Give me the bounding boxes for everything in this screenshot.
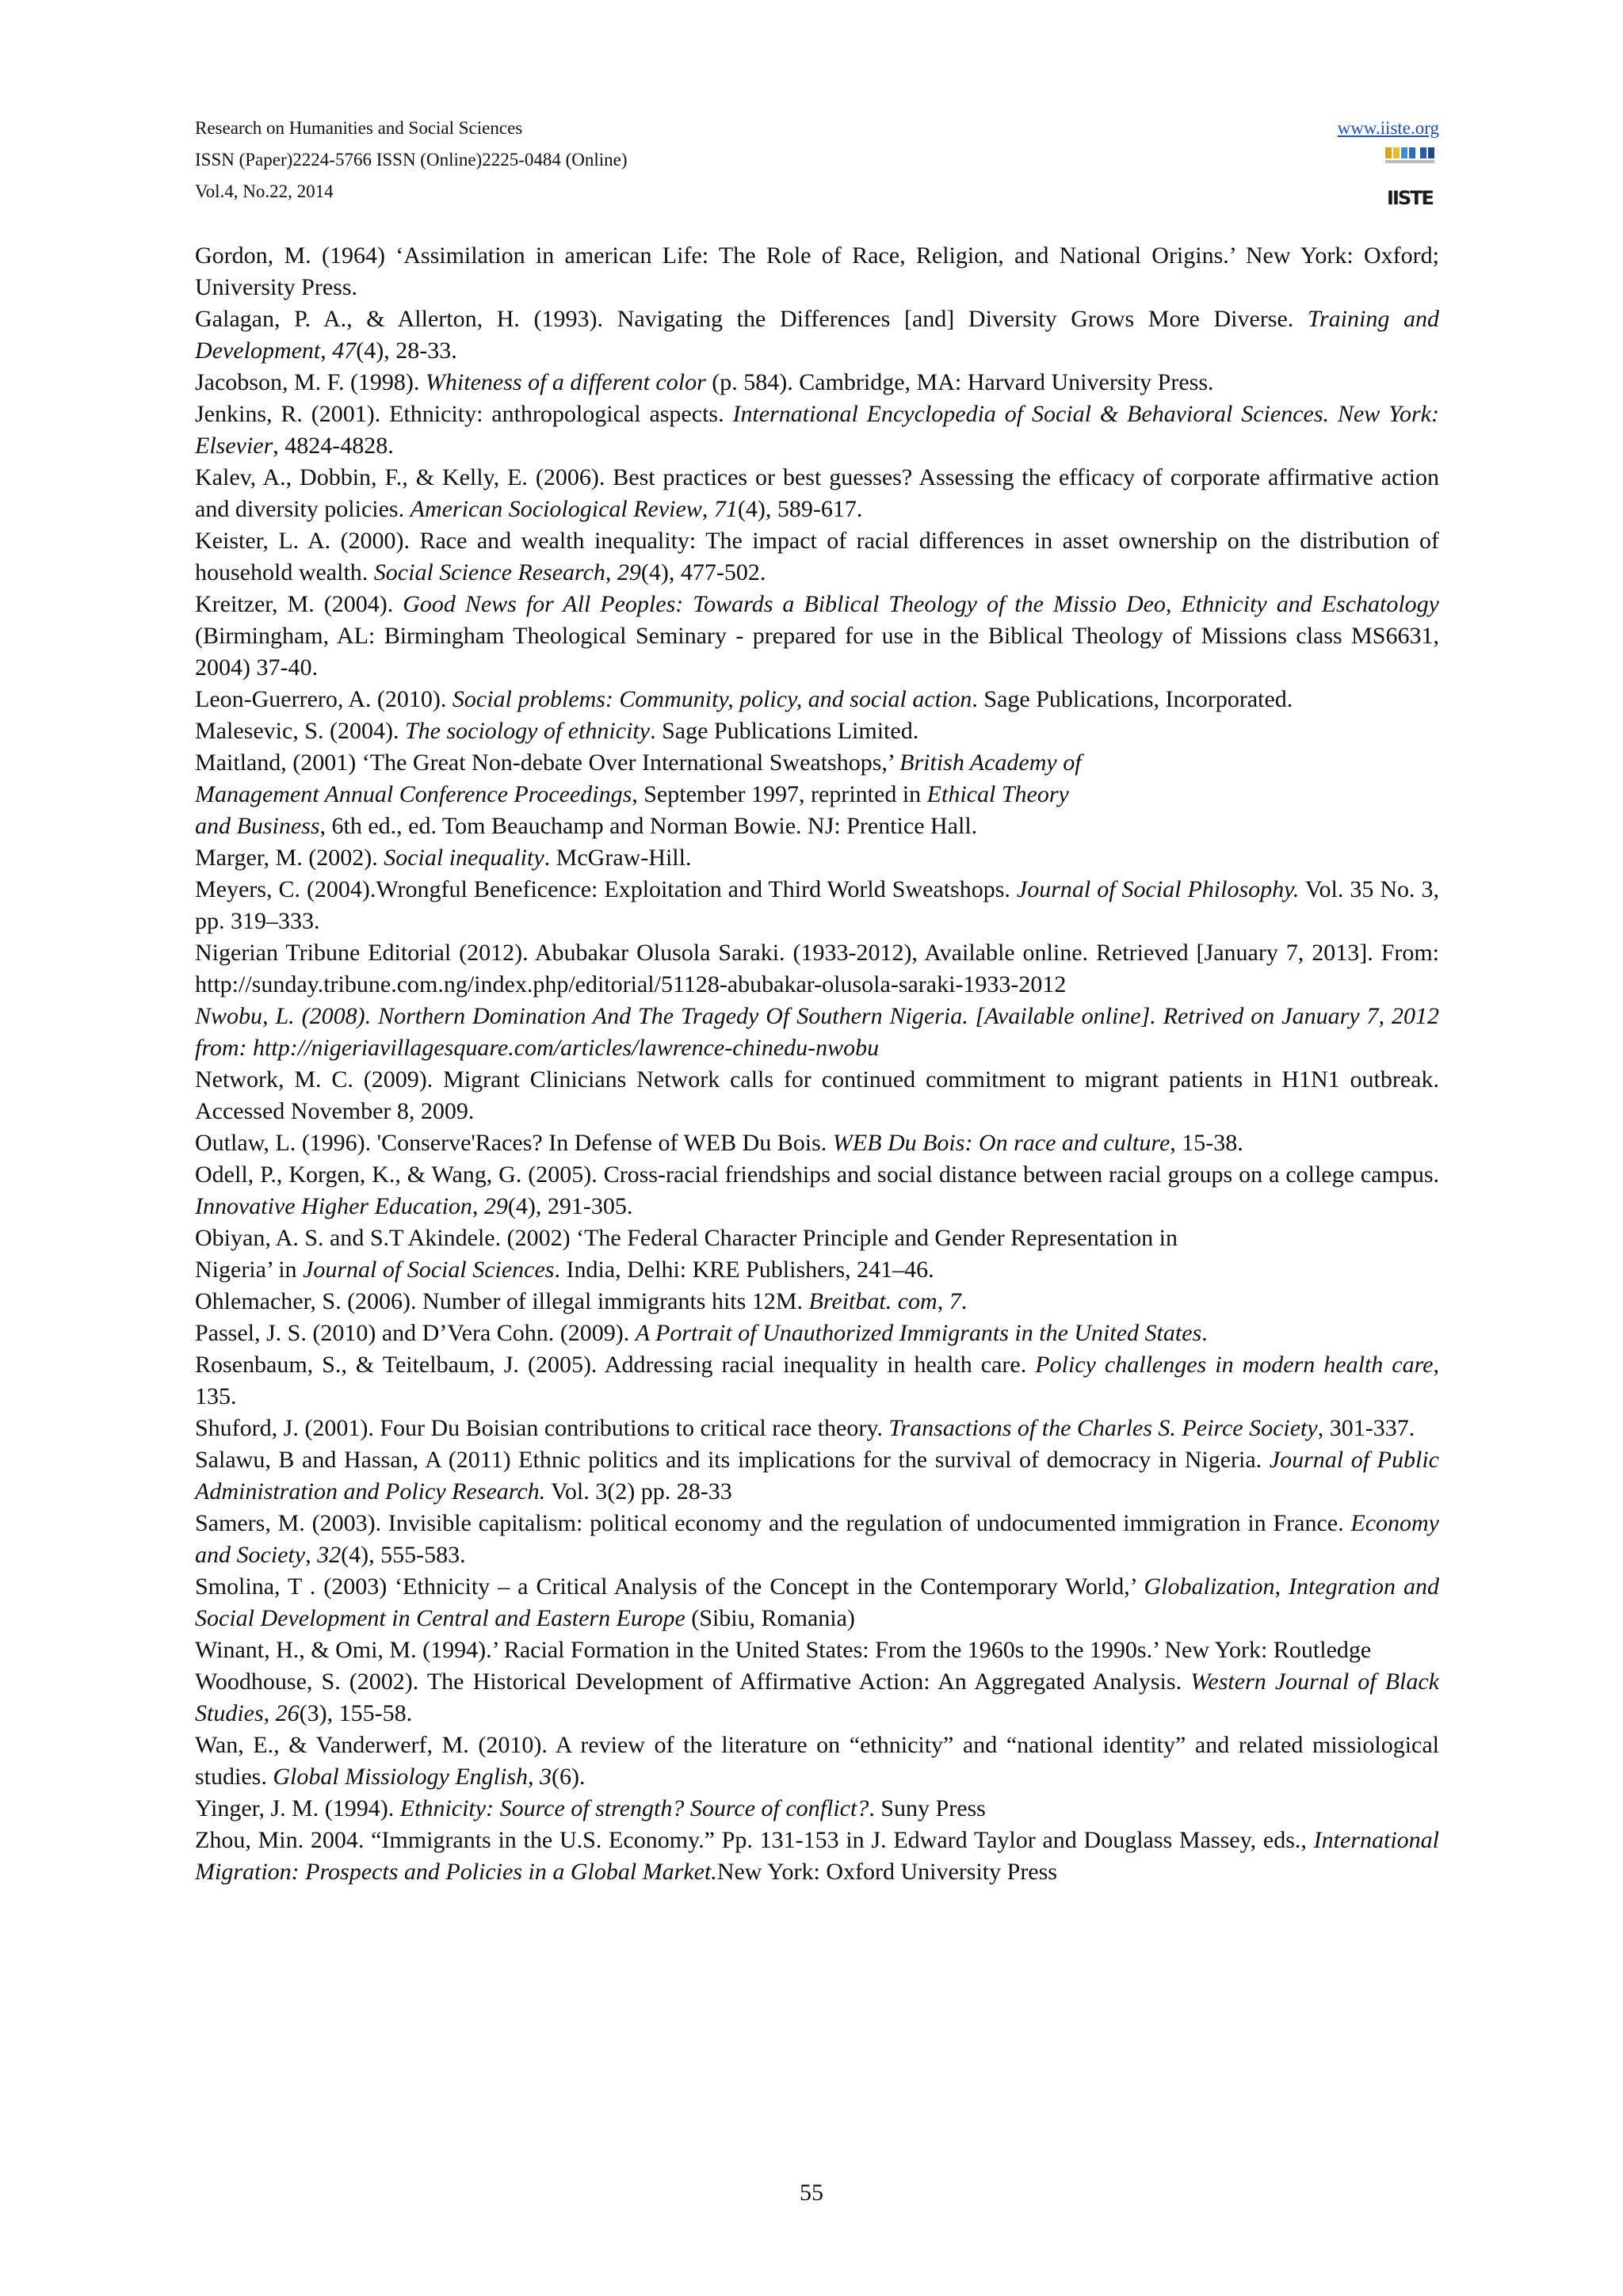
reference-text: . India, Delhi: KRE Publishers, 241–46.: [554, 1257, 934, 1283]
reference-italic-text: Globalization, Integration and Social Development in Central and Eastern Europe: [195, 1573, 1439, 1631]
reference-entry: [195, 1001, 1439, 1064]
reference-italic-text: Innovative Higher Education: [195, 1193, 472, 1219]
journal-url-link[interactable]: www.iiste.org: [1337, 118, 1439, 138]
reference-italic-text: Social inequality: [384, 845, 544, 871]
reference-text: Keister, L. A. (2000). Race and wealth inequality: The impact of racial differences in asset ownership on the distribution of household wealth.: [195, 528, 1439, 585]
reference-text: (p. 584). Cambridge, MA: Harvard University Press.: [705, 369, 1214, 395]
reference-entry: [195, 684, 1439, 715]
reference-entry: [195, 1064, 1439, 1127]
reference-italic-text: International Encyclopedia of Social & Behavioral Sciences. New York: Elsevier: [195, 401, 1439, 459]
reference-entry: [195, 1508, 1439, 1571]
reference-text: Ohlemacher, S. (2006). Number of illegal immigrants hits 12M.: [195, 1288, 809, 1314]
reference-text: . Sage Publications Limited.: [650, 718, 919, 744]
reference-text: , September 1997, reprinted in: [632, 781, 927, 807]
issn-line: ISSN (Paper)2224-5766 ISSN (Online)2225-0484 (Online): [195, 150, 628, 170]
reference-text: (Sibiu, Romania): [685, 1605, 855, 1631]
reference-entry: [195, 1825, 1439, 1888]
reference-text: ,: [305, 1542, 318, 1568]
reference-italic-text: 7: [949, 1288, 961, 1314]
reference-text: Leon-Guerrero, A. (2010).: [195, 686, 453, 712]
reference-list: [195, 240, 1439, 1888]
reference-text: Winant, H., & Omi, M. (1994).’ Racial Formation in the United States: From the 1960s to the 1990s.’ New York: Routledge: [195, 1637, 1372, 1663]
page-header: [195, 113, 1439, 215]
reference-text: Samers, M. (2003). Invisible capitalism: political economy and the regulation of undocumented immigration in France.: [195, 1510, 1351, 1536]
reference-entry: [195, 1571, 1439, 1634]
reference-entry: [195, 1222, 1439, 1286]
reference-text: Salawu, B and Hassan, A (2011) Ethnic politics and its implications for the survival of democracy in Nigeria.: [195, 1447, 1270, 1473]
reference-entry: [195, 1730, 1439, 1793]
reference-entry: [195, 303, 1439, 367]
reference-text: . Sage Publications, Incorporated.: [972, 686, 1293, 712]
reference-text: Yinger, J. M. (1994).: [195, 1795, 400, 1821]
reference-text: (6).: [552, 1764, 586, 1790]
reference-italic-text: Good News for All Peoples: Towards a Biblical Theology of the Missio Deo, Ethnicity and Eschatology: [403, 591, 1439, 617]
reference-entry: [195, 1286, 1439, 1318]
reference-entry: [195, 240, 1439, 303]
reference-italic-text: Western Journal of Black Studies: [195, 1669, 1439, 1726]
reference-italic-text: Journal of Social Sciences: [303, 1257, 555, 1283]
reference-text: (4), 291-305.: [507, 1193, 633, 1219]
reference-italic-text: Whiteness of a different color: [425, 369, 706, 395]
reference-entry: [195, 1634, 1439, 1666]
reference-italic-text: Economy and Society: [195, 1510, 1439, 1568]
reference-text: Outlaw, L. (1996). 'Conserve'Races? In Defense of WEB Du Bois.: [195, 1130, 833, 1156]
reference-text: Smolina, T . (2003) ‘Ethnicity – a Critical Analysis of the Concept in the Contemporary World,’: [195, 1573, 1144, 1600]
reference-text: ,: [937, 1288, 949, 1314]
reference-text: Wan, E., & Vanderwerf, M. (2010). A review of the literature on “ethnicity” and “national identity” and related missiological studies.: [195, 1732, 1439, 1790]
reference-italic-text: American Sociological Review: [410, 496, 702, 522]
reference-entry: [195, 874, 1439, 937]
reference-italic-text: Journal of Social Philosophy.: [1016, 876, 1300, 902]
reference-text: Vol. 3(2) pp. 28-33: [545, 1478, 732, 1505]
reference-entry: [195, 715, 1439, 747]
reference-italic-text: 29: [483, 1193, 508, 1219]
reference-text: Meyers, C. (2004).Wrongful Beneficence: Exploitation and Third World Sweatshops.: [195, 876, 1017, 902]
reference-italic-text: 29: [617, 559, 641, 585]
reference-text: , 6th ed., ed. Tom Beauchamp and Norman Bowie. NJ: Prentice Hall.: [319, 813, 978, 839]
reference-text: ,: [472, 1193, 484, 1219]
reference-text: ,: [605, 559, 617, 585]
volume-line: Vol.4, No.22, 2014: [195, 181, 334, 201]
reference-text: Shuford, J. (2001). Four Du Boisian contributions to critical race theory.: [195, 1415, 889, 1441]
reference-entry: [195, 1444, 1439, 1508]
reference-text: Vol. 35 No. 3, pp. 319–333.: [195, 876, 1439, 934]
reference-text: Kreitzer, M. (2004).: [195, 591, 403, 617]
reference-italic-text: International Migration: Prospects and Policies in a Global Market.: [195, 1827, 1439, 1885]
reference-italic-text: Ethical Theory: [926, 781, 1069, 807]
reference-text: , 301-337.: [1317, 1415, 1415, 1441]
reference-entry: [195, 367, 1439, 399]
reference-text: , 4824-4828.: [273, 433, 394, 459]
reference-text: ,: [320, 338, 333, 364]
reference-entry: [195, 1159, 1439, 1222]
reference-text: (Birmingham, AL: Birmingham Theological Seminary - prepared for use in the Biblical Theology of Missions class MS6631, 2004) 37-40.: [195, 623, 1439, 681]
reference-text: Gordon, M. (1964) ‘Assimilation in american Life: The Role of Race, Religion, and National Origins.’ New York: Oxford; University Press.: [195, 242, 1439, 300]
reference-entry: [195, 1666, 1439, 1730]
reference-entry: [195, 1793, 1439, 1825]
reference-text: (4), 477-502.: [640, 559, 766, 585]
reference-text: Rosenbaum, S., & Teitelbaum, J. (2005). Addressing racial inequality in health care.: [195, 1352, 1036, 1378]
reference-italic-text: A Portrait of Unauthorized Immigrants in the United States: [635, 1320, 1202, 1346]
reference-text: Nigeria’ in: [195, 1257, 304, 1283]
reference-text: Kalev, A., Dobbin, F., & Kelly, E. (2006). Best practices or best guesses? Assessing the efficacy of corporate affirmative action and diversity policies.: [195, 464, 1439, 522]
reference-text: , 135.: [195, 1352, 1439, 1409]
reference-entry: [195, 937, 1439, 1001]
reference-text: (4), 28-33.: [356, 338, 457, 364]
reference-italic-text: 3: [540, 1764, 552, 1790]
reference-text: Jenkins, R. (2001). Ethnicity: anthropological aspects.: [195, 401, 733, 427]
reference-italic-text: Journal of Public Administration and Policy Research.: [195, 1447, 1439, 1505]
logo-text: IISTE: [1387, 187, 1433, 209]
reference-text: Jacobson, M. F. (1998).: [195, 369, 426, 395]
reference-entry: [195, 1318, 1439, 1349]
reference-italic-text: 32: [317, 1542, 342, 1568]
reference-entry: [195, 1413, 1439, 1444]
reference-text: Odell, P., Korgen, K., & Wang, G. (2005). Cross-racial friendships and social distance between racial groups on a college campus.: [195, 1161, 1439, 1188]
reference-italic-text: 26: [275, 1700, 300, 1726]
iiste-logo-icon: [1384, 147, 1436, 214]
reference-entry: [195, 399, 1439, 462]
reference-text: Network, M. C. (2009). Migrant Clinicians Network calls for continued commitment to migrant patients in H1N1 outbreak. Accessed November 8, 2009.: [195, 1066, 1439, 1124]
reference-entry: [195, 525, 1439, 589]
reference-text: (4), 589-617.: [737, 496, 863, 522]
reference-italic-text: WEB Du Bois: On race and culture: [832, 1130, 1170, 1156]
reference-italic-text: Global Missiology English: [273, 1764, 529, 1790]
reference-text: Maitland, (2001) ‘The Great Non-debate Over International Sweatshops,’: [195, 749, 900, 776]
reference-text: , 15-38.: [1170, 1130, 1243, 1156]
reference-text: Galagan, P. A., & Allerton, H. (1993). Navigating the Differences [and] Diversity Grows More Diverse.: [195, 306, 1308, 332]
reference-italic-text: Social Science Research: [373, 559, 605, 585]
reference-italic-text: Training and Development: [195, 306, 1439, 364]
reference-italic-text: 47: [332, 338, 357, 364]
reference-text: .: [1201, 1320, 1208, 1346]
reference-text: . McGraw-Hill.: [544, 845, 692, 871]
reference-entry: [195, 1127, 1439, 1159]
reference-text: (4), 555-583.: [341, 1542, 466, 1568]
reference-entry: [195, 747, 1439, 842]
reference-italic-text: British Academy of: [899, 749, 1082, 776]
reference-text: . Suny Press: [869, 1795, 986, 1821]
reference-italic-text: Nwobu, L. (2008). Northern Domination And The Tragedy Of Southern Nigeria. [Available online]. Retrived on January 7, 2012 from: http://nigeriavillagesquare.com/articles/lawrence-chinedu-nwobu: [195, 1003, 1439, 1061]
reference-entry: [195, 1349, 1439, 1413]
reference-italic-text: The sociology of ethnicity: [404, 718, 651, 744]
reference-text: Woodhouse, S. (2002). The Historical Development of Affirmative Action: An Aggregated Analysis.: [195, 1669, 1191, 1695]
reference-italic-text: Transactions of the Charles S. Peirce Society: [888, 1415, 1318, 1441]
reference-text: (3), 155-58.: [299, 1700, 413, 1726]
reference-text: ,: [263, 1700, 276, 1726]
reference-italic-text: Breitbat. com: [808, 1288, 938, 1314]
reference-text: Marger, M. (2002).: [195, 845, 384, 871]
reference-text: Nigerian Tribune Editorial (2012). Abubakar Olusola Saraki. (1933-2012), Available online. Retrieved [January 7, 2013]. From: http://sunday.tribune.com.ng/index.php/editorial/51128-abubakar-olusola-saraki-1933-2012: [195, 940, 1439, 997]
reference-italic-text: and Business: [195, 813, 320, 839]
page-number: 55: [800, 2180, 823, 2206]
reference-text: New York: Oxford University Press: [716, 1859, 1057, 1885]
reference-entry: [195, 589, 1439, 684]
reference-text: ,: [528, 1764, 540, 1790]
reference-text: Passel, J. S. (2010) and D’Vera Cohn. (2009).: [195, 1320, 636, 1346]
reference-text: Obiyan, A. S. and S.T Akindele. (2002) ‘The Federal Character Principle and Gender Representation in: [195, 1225, 1178, 1251]
reference-italic-text: 71: [713, 496, 738, 522]
reference-entry: [195, 462, 1439, 525]
reference-text: Malesevic, S. (2004).: [195, 718, 405, 744]
reference-italic-text: Ethnicity: Source of strength? Source of conflict?: [399, 1795, 869, 1821]
reference-italic-text: Social problems: Community, policy, and social action: [452, 686, 972, 712]
reference-entry: [195, 842, 1439, 874]
reference-text: .: [960, 1288, 968, 1314]
reference-text: ,: [701, 496, 714, 522]
journal-title: Research on Humanities and Social Sciences: [195, 118, 523, 138]
reference-italic-text: Policy challenges in modern health care: [1035, 1352, 1434, 1378]
reference-text: Zhou, Min. 2004. “Immigrants in the U.S. Economy.” Pp. 131-153 in J. Edward Taylor and Douglass Massey, eds.,: [195, 1827, 1314, 1853]
reference-italic-text: Management Annual Conference Proceedings: [195, 781, 632, 807]
